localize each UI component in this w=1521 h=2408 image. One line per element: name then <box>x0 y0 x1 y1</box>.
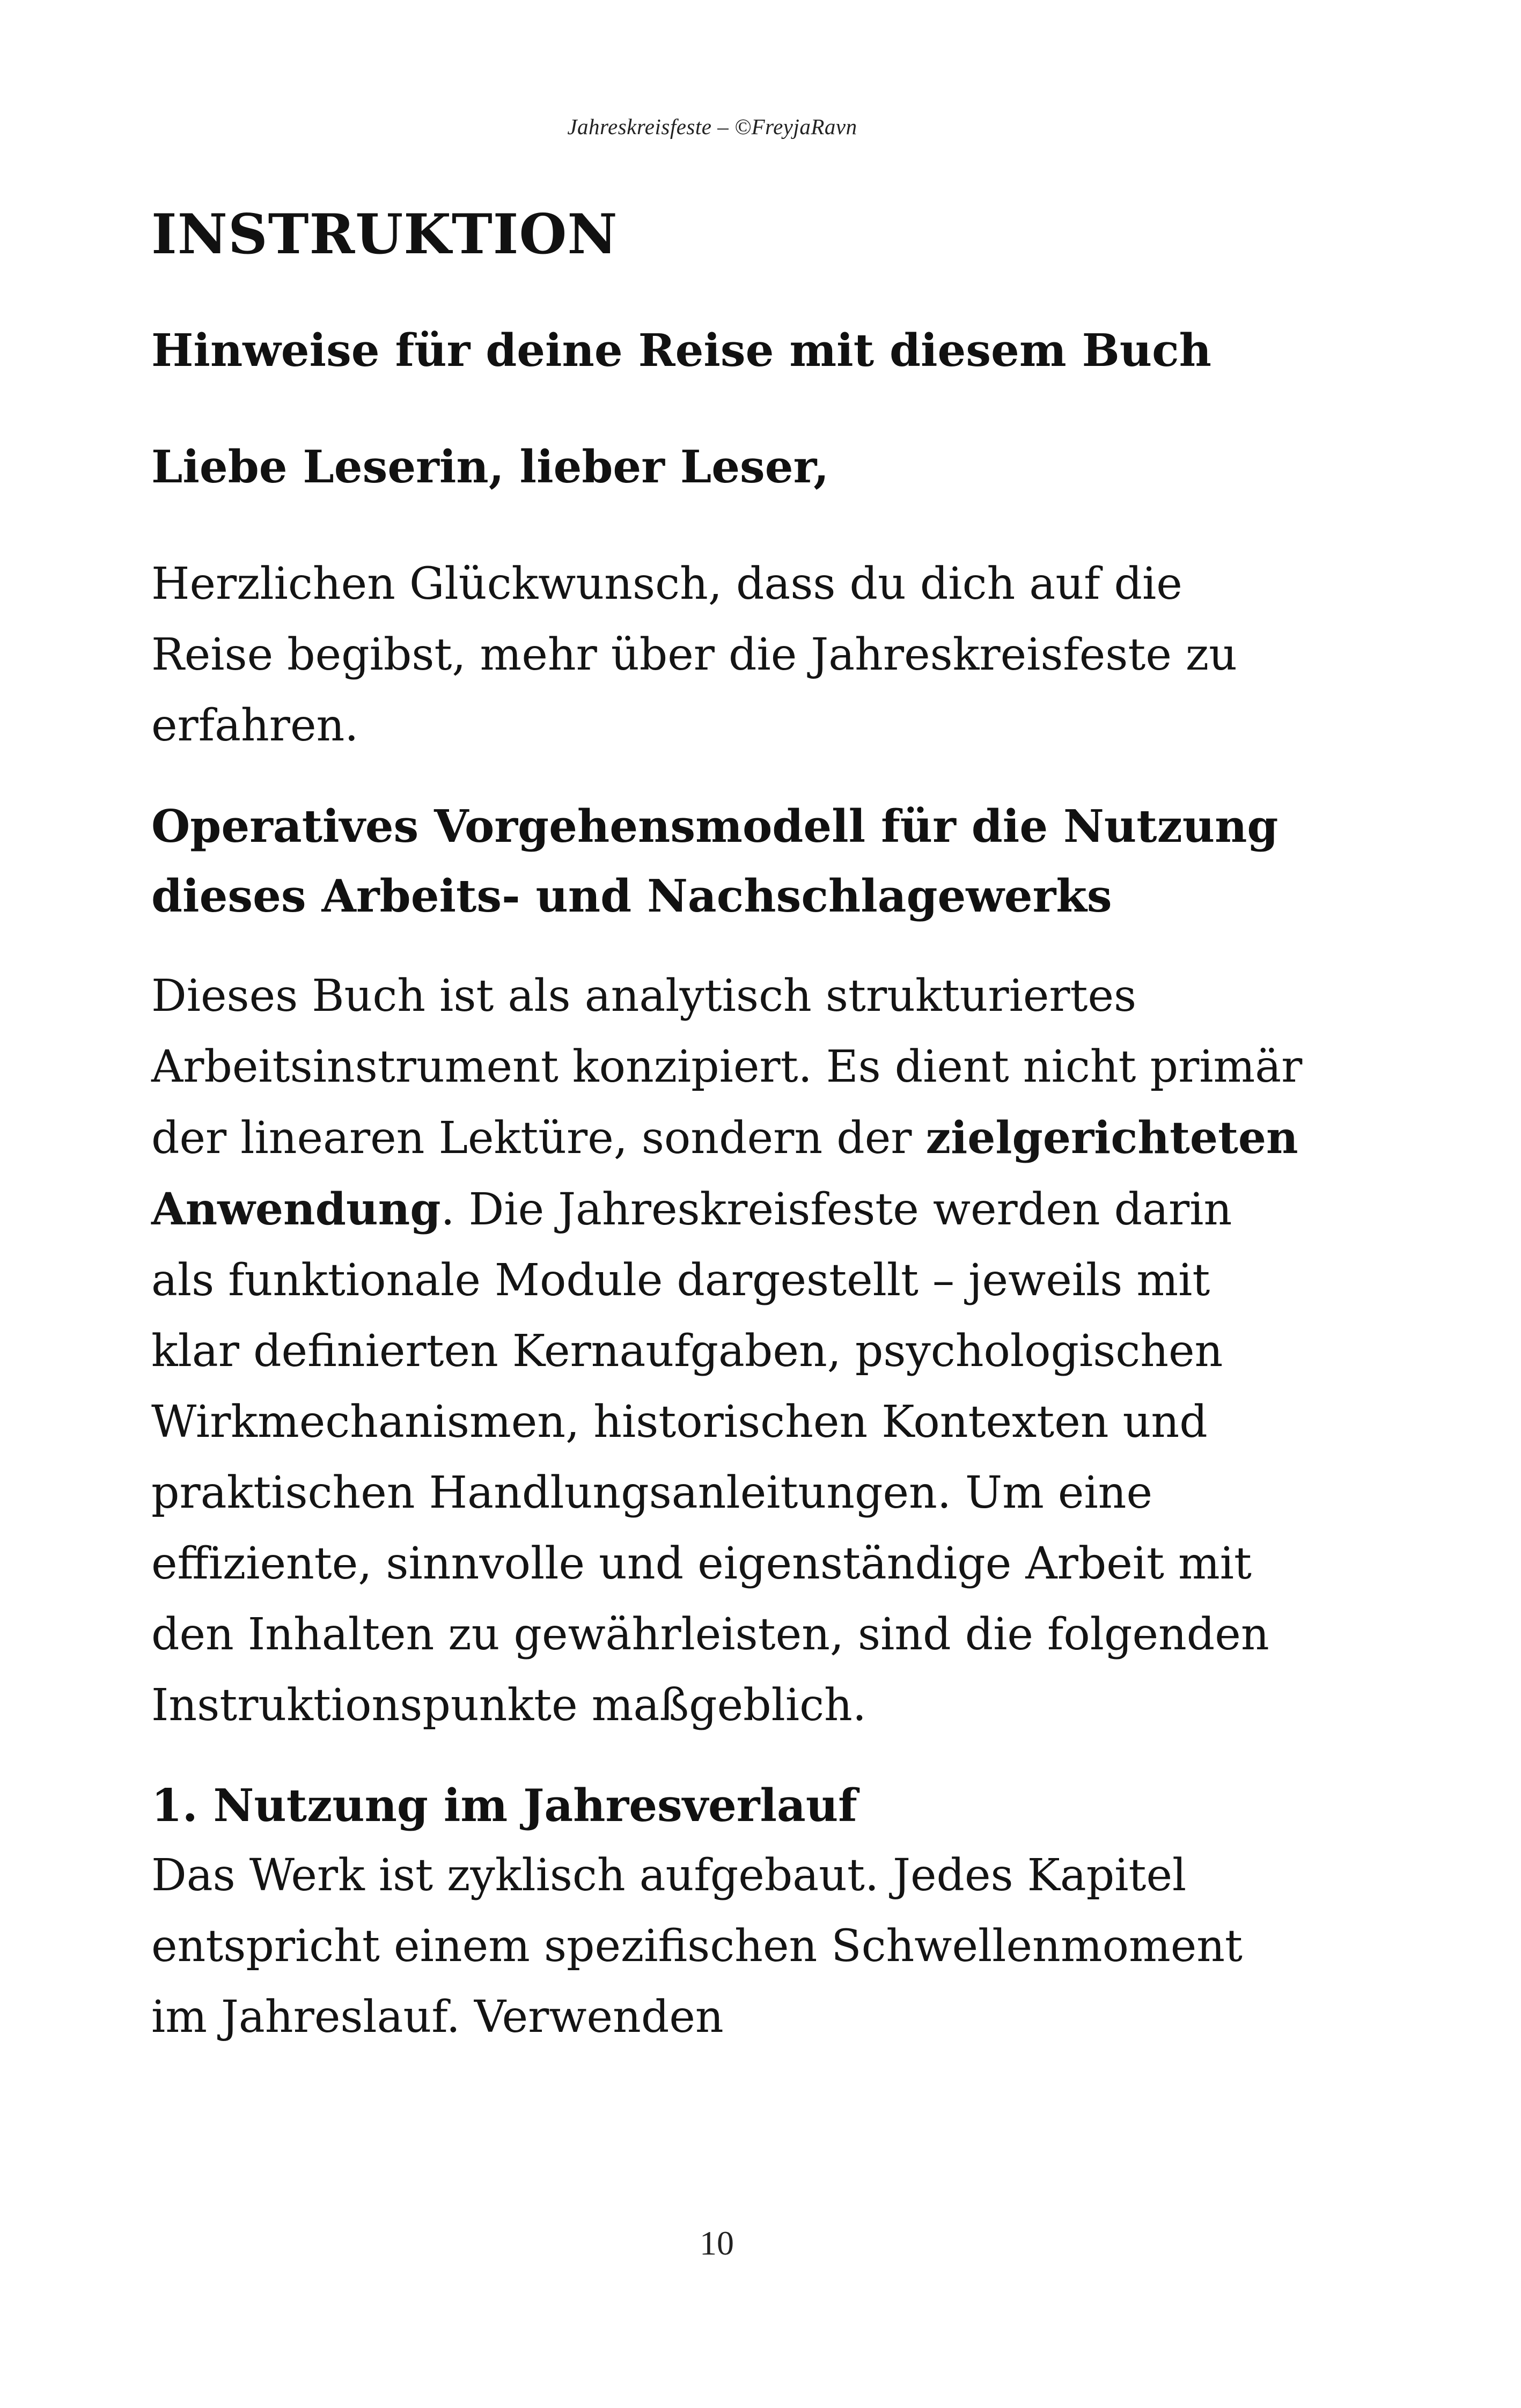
page-content <box>151 200 1305 2053</box>
subsection-heading: 1. Nutzung im Jahresverlauf <box>151 1779 857 1832</box>
intro-paragraph: Herzlichen Glückwunsch, dass du dich auf die Reise begibst, mehr über die Jahreskreisfeste zu erfahren. <box>151 559 1237 751</box>
section-heading: Operatives Vorgehensmodell für die Nutzung dieses Arbeits- und Nachschlagewerks <box>151 800 1278 922</box>
greeting-heading: Liebe Leserin, lieber Leser, <box>151 441 829 493</box>
section-paragraph-part-2: . Die Jahreskreisfeste werden darin als funktionale Module dargestellt – jeweils mit klar definierten Kernaufgaben, psychologischen Wirkmechanismen, historischen Kontexten und praktischen Handlungsanleitungen. Um eine effiziente, sinnvolle und eigenständige Arbeit mit den Inhalten zu gewährleisten, sind die folgenden Instruktionspunkte maßgeblich. <box>151 1184 1269 1731</box>
section-paragraph-emphasis: zielgerichteten Anwendung <box>151 1112 1298 1235</box>
subsection-paragraph: Das Werk ist zyklisch aufgebaut. Jedes Kapitel entspricht einem spezifischen Schwellenmoment im Jahreslauf. Verwenden <box>151 1850 1243 2043</box>
chapter-title: INSTRUKTION <box>151 202 618 267</box>
section-paragraph <box>151 961 1305 1741</box>
chapter-subtitle: Hinweise für deine Reise mit diesem Buch <box>151 324 1211 377</box>
section-paragraph-part-1: Dieses Buch ist als analytisch strukturiertes Arbeitsinstrument konzipiert. Es dient nicht primär der linearen Lektüre, sondern der <box>151 971 1303 1164</box>
page-number: 10 <box>700 2224 734 2262</box>
running-header: Jahreskreisfeste – ©FreyjaRavn <box>567 114 857 139</box>
